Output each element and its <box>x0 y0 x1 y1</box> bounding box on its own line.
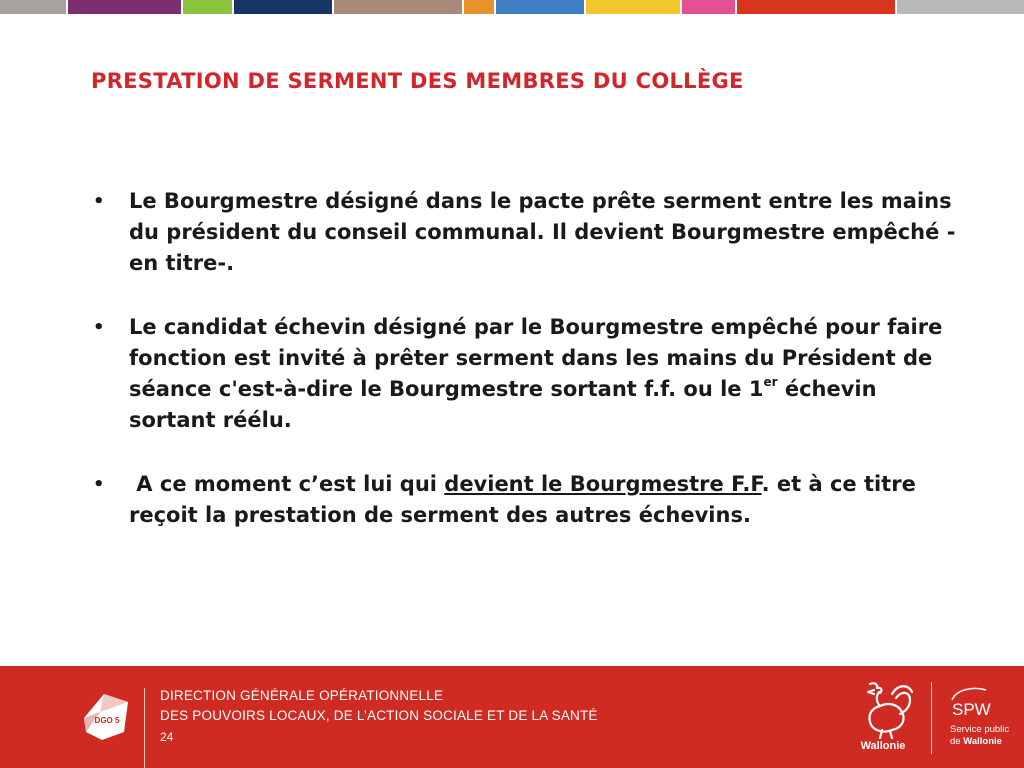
footer-banner <box>0 666 1024 768</box>
underlined-phrase: devient le Bourgmestre F.F <box>444 472 762 496</box>
top-bar-segment <box>334 0 464 14</box>
bullet-text: Le Bourgmestre désigné dans le pacte prête serment entre les mains du président du conseil communal. Il devient Bourgmestre empêché - en titre-. <box>129 189 956 275</box>
top-color-bar <box>0 0 1024 14</box>
wallonie-rooster-icon <box>852 680 914 740</box>
bullet-dot: • <box>93 474 105 495</box>
spw-subtitle-prefix: de <box>950 736 964 747</box>
slide-title: PRESTATION DE SERMENT DES MEMBRES DU COLLÈGE <box>91 69 744 93</box>
bullet-text-end: échevin sortant réélu. <box>129 377 877 432</box>
top-bar-segment <box>737 0 897 14</box>
spw-subtitle <box>950 724 1009 748</box>
bullet-item-3 <box>90 469 960 531</box>
footer-divider-right <box>931 682 932 754</box>
dgo5-logo-icon <box>80 692 132 742</box>
footer-line-2: DES POUVOIRS LOCAUX, DE L’ACTION SOCIALE ET DE LA SANTÉ <box>160 708 598 723</box>
footer-divider <box>144 688 145 768</box>
bullet-list <box>90 186 960 531</box>
bullet-text: A ce moment c’est lui qui <box>129 472 445 496</box>
top-bar-segment <box>586 0 682 14</box>
top-bar-segment <box>234 0 334 14</box>
top-bar-segment <box>68 0 183 14</box>
top-bar-segment <box>897 0 1024 14</box>
footer-line-1: DIRECTION GÉNÉRALE OPÉRATIONNELLE <box>160 688 444 703</box>
bullet-text-end: . et à ce titre reçoit la prestation de serment des autres échevins. <box>129 472 916 527</box>
wallonie-label: Wallonie <box>860 740 906 752</box>
page-number: 24 <box>160 730 174 744</box>
top-bar-segment <box>183 0 234 14</box>
top-bar-segment <box>682 0 737 14</box>
footer-organization <box>160 686 598 726</box>
top-bar-segment <box>496 0 586 14</box>
bullet-text: Le candidat échevin désigné par le Bourgmestre empêché pour faire fonction est invité à prêter serment dans les mains du Président de séance c'est-à-dire le Bourgmestre sortant f.f. ou le 1 <box>129 315 943 401</box>
spw-subtitle-line1: Service public <box>950 724 1010 735</box>
dgo-logo-text: DGO 5 <box>94 716 120 725</box>
spw-logo-text: SPW <box>952 700 991 719</box>
top-bar-segment <box>0 0 68 14</box>
top-bar-segment <box>464 0 496 14</box>
bullet-dot: • <box>93 317 105 338</box>
bullet-item-2 <box>90 312 960 436</box>
spw-subtitle-bold: Wallonie <box>963 736 1002 747</box>
spw-subtitle-line2 <box>950 736 1009 748</box>
bullet-dot: • <box>93 191 105 212</box>
spw-logo-icon <box>946 686 1010 720</box>
bullet-item-1 <box>90 186 960 279</box>
ordinal-superscript: er <box>763 375 778 389</box>
